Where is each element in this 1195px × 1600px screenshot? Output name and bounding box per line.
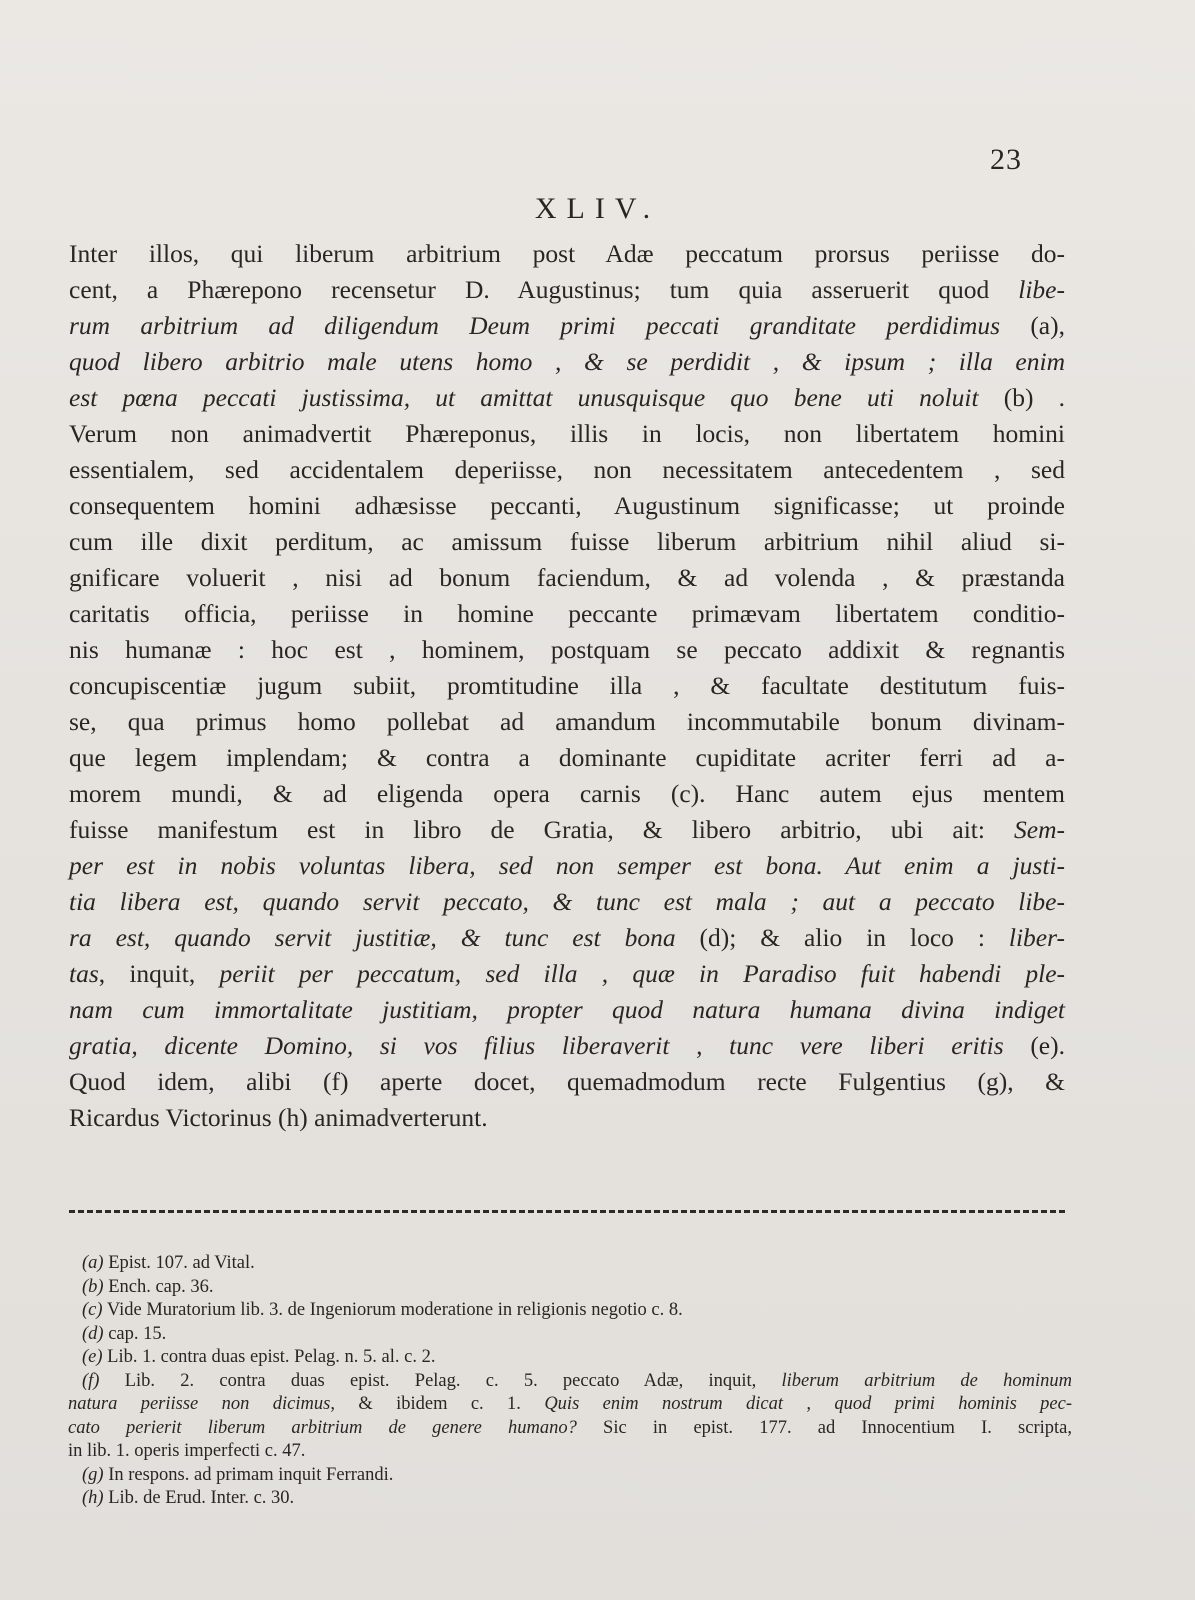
- body-line: [69, 632, 1065, 668]
- text-segment: morem mundi, & ad eligenda opera carnis (c). Hanc autem ejus mentem: [69, 779, 1065, 808]
- italic-quote-segment: per est in nobis voluntas libera, sed non semper est bona. Aut enim a justi-: [69, 851, 1065, 880]
- body-line: [69, 560, 1065, 596]
- italic-quote-segment: est pœna peccati justissima, ut amittat unusquisque quo bene uti noluit: [69, 383, 1004, 412]
- text-segment: cent, a Phærepono recensetur D. Augustinus; tum quia asseruerit quod: [69, 275, 1019, 304]
- footnote-italic-segment: Quis enim nostrum dicat , quod primi hominis pec-: [544, 1394, 1072, 1414]
- body-line: [69, 524, 1065, 560]
- body-line: [69, 1100, 1065, 1136]
- body-line: [69, 704, 1065, 740]
- footnote-separator-rule: [69, 1210, 1065, 1213]
- italic-quote-segment: liber-: [1008, 923, 1066, 952]
- footnote-text-segment: In respons. ad primam inquit Ferrandi.: [108, 1464, 394, 1485]
- footnote-marker: (b): [82, 1276, 104, 1297]
- text-segment: Verum non animadvertit Phæreponus, illis in locis, non libertatem homini: [69, 419, 1065, 448]
- body-line: [69, 344, 1065, 380]
- footnote-marker: (d): [82, 1323, 104, 1344]
- text-segment: que legem implendam; & contra a dominante cupiditate acriter ferri ad a-: [69, 743, 1065, 772]
- italic-quote-segment: libe-: [1018, 275, 1065, 304]
- body-line: [69, 956, 1065, 992]
- footnote-marker: (a): [82, 1253, 104, 1273]
- footnote-text-segment: Lib. de Erud. Inter. c. 30.: [108, 1488, 295, 1508]
- text-segment: essentialem, sed accidentalem deperiisse, non necessitatem antecedentem , sed: [69, 455, 1065, 484]
- body-line: [69, 920, 1065, 956]
- body-line: [69, 740, 1065, 776]
- body-line: [69, 452, 1065, 488]
- text-segment: (b) .: [1003, 383, 1065, 412]
- footnote-line: [68, 1440, 1072, 1464]
- text-segment: (e).: [1030, 1031, 1065, 1060]
- italic-quote-segment: ra est, quando servit justitiæ, & tunc est bona: [69, 923, 700, 952]
- italic-quote-segment: quod libero arbitrio male utens homo , & se perdidit , & ipsum ; illa enim: [69, 347, 1065, 376]
- footnote-text-segment: Ench. cap. 36.: [108, 1276, 214, 1297]
- text-segment: , inquit,: [98, 959, 220, 988]
- body-line: [69, 596, 1065, 632]
- footnote-italic-segment: cato perierit liberum arbitrium de genere humano?: [68, 1417, 577, 1438]
- footnote-line: [82, 1299, 1072, 1323]
- footnote-marker: (c): [82, 1300, 103, 1320]
- footnote-text-segment: Lib. 1. contra duas epist. Pelag. n. 5. al. c. 2.: [107, 1347, 436, 1367]
- body-line: [69, 776, 1065, 812]
- page-number: 23: [990, 143, 1022, 176]
- footnote-italic-segment: liberum arbitrium de hominum: [781, 1370, 1072, 1391]
- body-line: [69, 308, 1065, 344]
- footnote-text-segment: Epist. 107. ad Vital.: [108, 1253, 255, 1273]
- footnote-marker: (e): [82, 1347, 103, 1367]
- italic-quote-segment: tia libera est, quando servit peccato, & tunc est mala ; aut a peccato libe-: [69, 887, 1065, 916]
- text-segment: consequentem homini adhæsisse peccanti, Augustinum significasse; ut proinde: [69, 491, 1065, 520]
- text-segment: (a),: [1030, 311, 1065, 340]
- body-line: [69, 812, 1065, 848]
- body-line: [69, 992, 1065, 1028]
- footnote-line: [68, 1417, 1072, 1441]
- text-segment: caritatis officia, periisse in homine peccante primævam libertatem conditio-: [69, 599, 1065, 628]
- footnote-line: [82, 1464, 1072, 1488]
- text-segment: (d); & alio in loco :: [699, 923, 1009, 952]
- text-segment: cum ille dixit perditum, ac amissum fuisse liberum arbitrium nihil aliud si-: [69, 527, 1065, 556]
- text-segment: concupiscentiæ jugum subiit, promtitudine illa , & facultate destitutum fuis-: [69, 671, 1065, 700]
- body-line: [69, 1028, 1065, 1064]
- text-segment: nis humanæ : hoc est , hominem, postquam se peccato addixit & regnantis: [69, 635, 1065, 664]
- footnote-line: [82, 1346, 1072, 1370]
- body-text: [69, 236, 1065, 1136]
- italic-quote-segment: gratia, dicente Domino, si vos filius liberaverit , tunc vere liberi eritis: [69, 1031, 1031, 1060]
- footnote-italic-segment: natura periisse non dicimus: [68, 1394, 331, 1414]
- body-line: [69, 272, 1065, 308]
- body-line: [69, 848, 1065, 884]
- text-segment: fuisse manifestum est in libro de Gratia, & libero arbitrio, ubi ait:: [69, 815, 1015, 844]
- body-line: [69, 668, 1065, 704]
- footnote-text-segment: Sic in epist. 177. ad Innocentium I. scripta,: [576, 1417, 1072, 1438]
- footnotes: [68, 1252, 1072, 1511]
- footnote-line: [82, 1487, 1072, 1511]
- section-heading: XLIV.: [534, 192, 661, 225]
- footnote-line: [82, 1323, 1072, 1347]
- text-segment: Quod idem, alibi (f) aperte docet, quemadmodum recte Fulgentius (g), &: [69, 1067, 1065, 1096]
- footnote-line: [82, 1276, 1072, 1300]
- footnote-line: [82, 1370, 1072, 1394]
- footnote-line: [68, 1393, 1072, 1417]
- footnote-marker: (h): [82, 1488, 104, 1508]
- text-segment: gnificare voluerit , nisi ad bonum faciendum, & ad volenda , & præstanda: [69, 563, 1065, 592]
- body-line: [69, 1064, 1065, 1100]
- footnote-text-segment: , & ibidem c. 1.: [330, 1394, 545, 1414]
- text-segment: Ricardus Victorinus (h) animadverterunt.: [69, 1103, 488, 1132]
- body-line: [69, 380, 1065, 416]
- body-line: [69, 236, 1065, 272]
- footnote-marker: (g): [82, 1464, 104, 1485]
- body-line: [69, 488, 1065, 524]
- italic-quote-segment: periit per peccatum, sed illa , quæ in Paradiso fuit habendi ple-: [219, 959, 1065, 988]
- italic-quote-segment: nam cum immortalitate justitiam, propter quod natura humana divina indiget: [69, 995, 1065, 1024]
- footnote-text-segment: Lib. 2. contra duas epist. Pelag. c. 5. peccato Adæ, inquit,: [124, 1370, 782, 1391]
- footnote-text-segment: Vide Muratorium lib. 3. de Ingeniorum moderatione in religionis negotio c. 8.: [106, 1300, 683, 1320]
- footnote-text-segment: in lib. 1. operis imperfecti c. 47.: [68, 1441, 306, 1461]
- italic-quote-segment: Sem-: [1014, 815, 1065, 844]
- footnote-marker: (f): [82, 1370, 100, 1391]
- italic-quote-segment: rum arbitrium ad diligendum Deum primi peccati granditate perdidimus: [69, 311, 1031, 340]
- body-line: [69, 884, 1065, 920]
- footnote-line: [82, 1252, 1072, 1276]
- text-segment: se, qua primus homo pollebat ad amandum incommutabile bonum divinam-: [69, 707, 1065, 736]
- italic-quote-segment: tas: [69, 959, 99, 988]
- text-segment: Inter illos, qui liberum arbitrium post Adæ peccatum prorsus periisse do-: [69, 239, 1065, 268]
- footnote-text-segment: cap. 15.: [108, 1323, 167, 1344]
- body-line: [69, 416, 1065, 452]
